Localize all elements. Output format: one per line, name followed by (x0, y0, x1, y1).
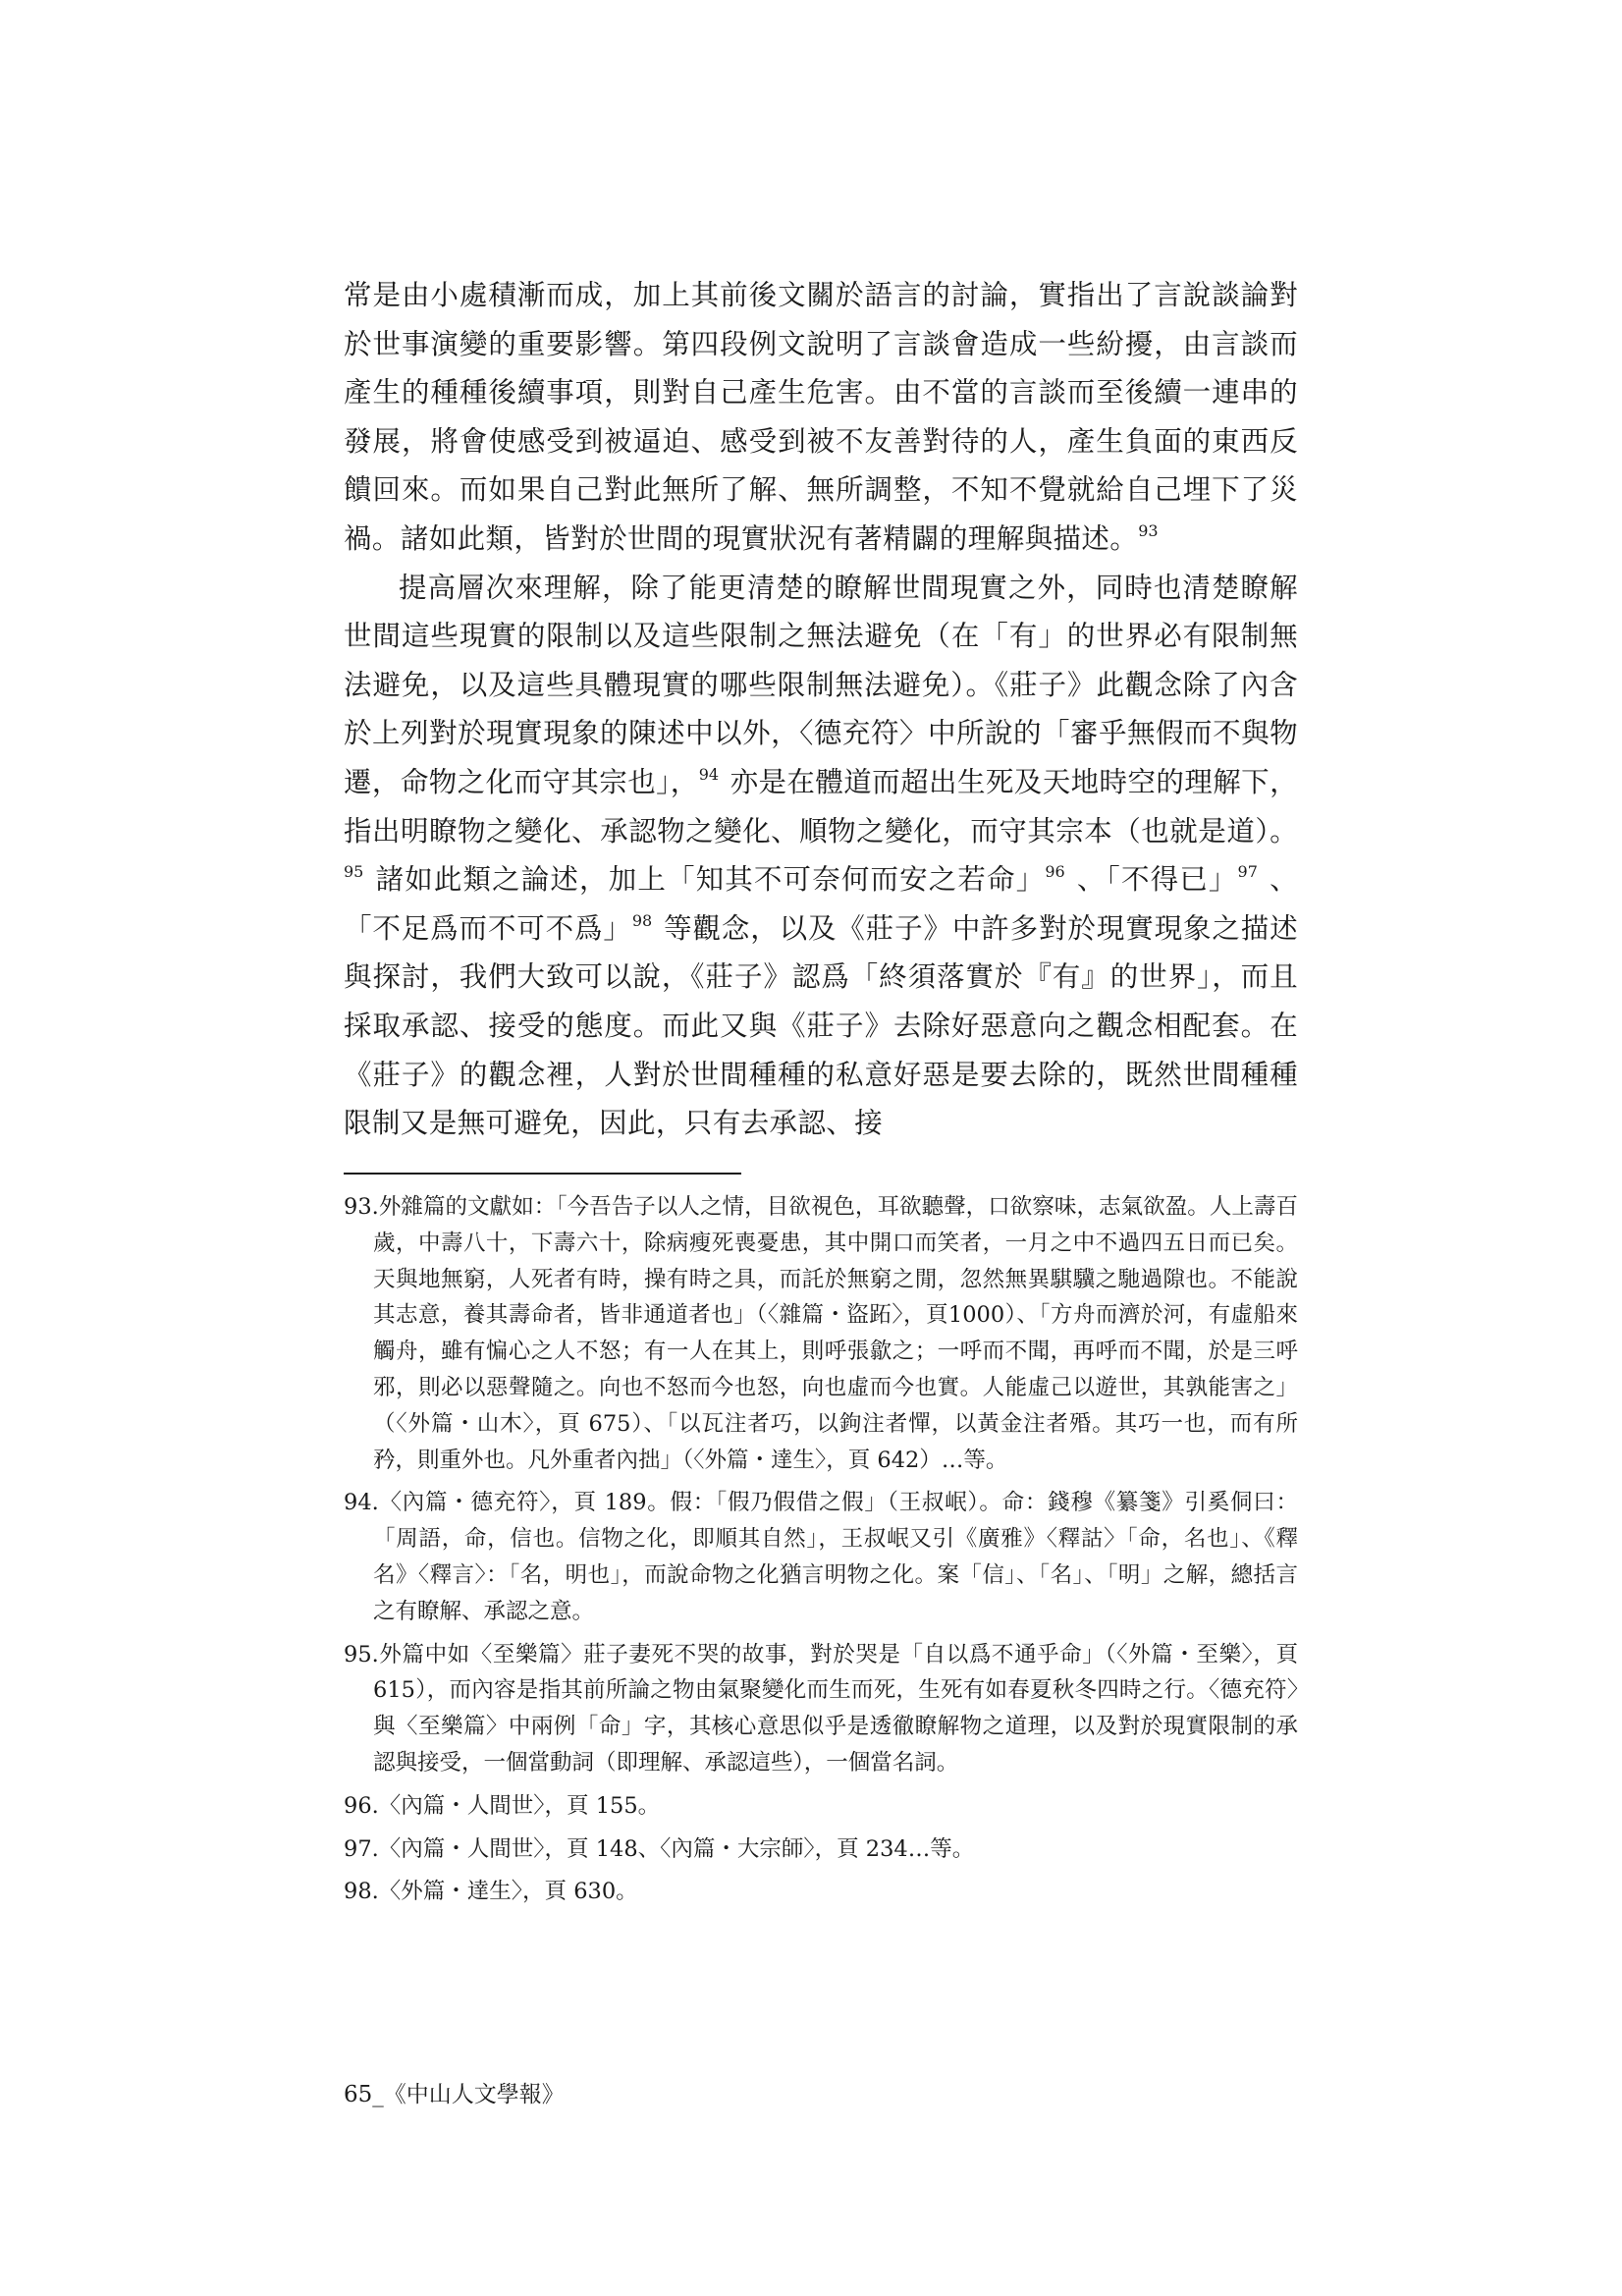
footnote-ref-94[interactable]: 94 (698, 764, 720, 784)
paragraph-text-segment: 諸如此類之論述，加上「知其不可奈何而安之若命」 (365, 863, 1046, 897)
footnote-number: 94. (344, 1490, 379, 1516)
journal-title: _《中山人文學報》 (372, 2082, 565, 2107)
footnote-ref-95[interactable]: 95 (344, 862, 364, 882)
footnote-94 (344, 1485, 1298, 1629)
footnote-number: 93. (344, 1194, 379, 1220)
paragraph-text-segment: 、「不得已」 (1066, 863, 1238, 897)
body-paragraph-1 (344, 271, 1298, 564)
footnote-96 (344, 1788, 1298, 1825)
footnote-number: 95. (344, 1641, 379, 1667)
footnote-separator (344, 1173, 741, 1175)
footnote-93 (344, 1189, 1298, 1478)
footnote-text: 〈外篇・達生〉，頁 630。 (378, 1879, 638, 1905)
footnote-98 (344, 1874, 1298, 1910)
footnote-text: 〈內篇・人間世〉，頁 148、〈內篇・大宗師〉，頁 234…等。 (378, 1835, 975, 1862)
footnote-number: 98. (344, 1879, 379, 1905)
footnote-ref-96[interactable]: 96 (1045, 862, 1065, 882)
footnote-ref-97[interactable]: 97 (1237, 862, 1258, 882)
footnote-text: 外篇中如〈至樂篇〉莊子妻死不哭的故事，對於哭是「自以爲不通乎命」（〈外篇・至樂〉，頁 615），而內容是指其前所論之物由氣聚變化而生而死，生死有如春夏秋冬四時之行。〈德充符〉與〈至樂篇〉中兩例「命」字，其核心意思似乎是透徹瞭解物之道理，以及對於現實限制的承認與接受，一個當動詞（即理解、承認這些），一個當名詞。 (373, 1641, 1298, 1776)
footnote-ref-98[interactable]: 98 (631, 910, 653, 930)
footnote-95 (344, 1637, 1298, 1781)
footnote-97 (344, 1831, 1298, 1868)
footnote-number: 96. (344, 1792, 379, 1819)
body-paragraph-2 (344, 564, 1298, 1148)
page-number: 65 (344, 2082, 373, 2107)
paragraph-text: 常是由小處積漸而成，加上其前後文關於語言的討論，實指出了言說談論對於世事演變的重要影響。第四段例文說明了言談會造成一些紛擾，由言談而產生的種種後續事項，則對自己產生危害。由不當的言談而至後續一連串的發展，將會使感受到被逼迫、感受到被不友善對待的人，產生負面的東西反饋回來。而如果自己對此無所了解、無所調整，不知不覺就給自己埋下了災禍。諸如此類，皆對於世間的現實狀況有著精闢的理解與描述。 (344, 279, 1298, 555)
footnote-text: 外雜篇的文獻如：「今吾告子以人之情，目欲視色，耳欲聽聲，口欲察味，志氣欲盈。人上壽百歲，中壽八十，下壽六十，除病瘦死喪憂患，其中開口而笑者，一月之中不過四五日而已矣。天與地無窮，人死者有時，操有時之具，而託於無窮之閒，忽然無異騏驥之馳過隙也。不能說其志意，養其壽命者，皆非通道者也」（〈雜篇・盜跖〉，頁1000）、「方舟而濟於河，有虛船來觸舟，雖有惼心之人不怒；有一人在其上，則呼張歙之；一呼而不聞，再呼而不聞，於是三呼邪，則必以惡聲隨之。向也不怒而今也怒，向也虛而今也實。人能虛己以遊世，其孰能害之」（〈外篇・山木〉，頁 675）、「以瓦注者巧，以鉤注者憚，以黃金注者殙。其巧一也，而有所矜，則重外也。凡外重者內拙」（〈外篇・達生〉，頁 642）…等。 (373, 1194, 1298, 1473)
footnote-text: 〈內篇・人間世〉，頁 155。 (378, 1792, 661, 1819)
footnote-number: 97. (344, 1835, 379, 1862)
footnotes-section (344, 1189, 1298, 1917)
footnote-ref-93[interactable]: 93 (1138, 520, 1159, 540)
paragraph-text-segment: 等觀念，以及《莊子》中許多對於現實現象之描述與探討，我們大致可以說，《莊子》認爲「終須落實於『有』的世界」，而且採取承認、接受的態度。而此又與《莊子》去除好惡意向之觀念相配套。在《莊子》的觀念裡，人對於世間種種的私意好惡是要去除的，既然世間種種限制又是無可避免，因此，只有去承認、接 (344, 911, 1298, 1140)
main-body-text (344, 271, 1298, 1148)
page-footer (344, 2080, 565, 2109)
footnote-text: 〈內篇・德充符〉，頁 189。假：「假乃假借之假」（王叔岷）。命：錢穆《纂箋》引奚侗曰：「周語，命，信也。信物之化，即順其自然」，王叔岷又引《廣雅》〈釋詁〉「命，名也」、《釋名》〈釋言〉：「名，明也」，而說命物之化猶言明物之化。案「信」、「名」、「明」之解，總括言之有瞭解、承認之意。 (373, 1490, 1298, 1624)
paragraph-text-segment: 、「不足爲而不可不爲」 (344, 863, 1298, 945)
paragraph-text-segment: 亦是在體道而超出生死及天地時空的理解下，指出明瞭物之變化、承認物之變化、順物之變化，而守其宗本（也就是道）。 (344, 765, 1298, 847)
paragraph-text-segment: 提高層次來理解，除了能更清楚的瞭解世間現實之外，同時也清楚瞭解世間這些現實的限制以及這些限制之無法避免（在「有」的世界必有限制無法避免，以及這些具體現實的哪些限制無法避免）。《莊子》此觀念除了內含於上列對於現實現象的陳述中以外，〈德充符〉中所說的「審乎無假而不與物遷，命物之化而守其宗也」， (344, 571, 1298, 798)
